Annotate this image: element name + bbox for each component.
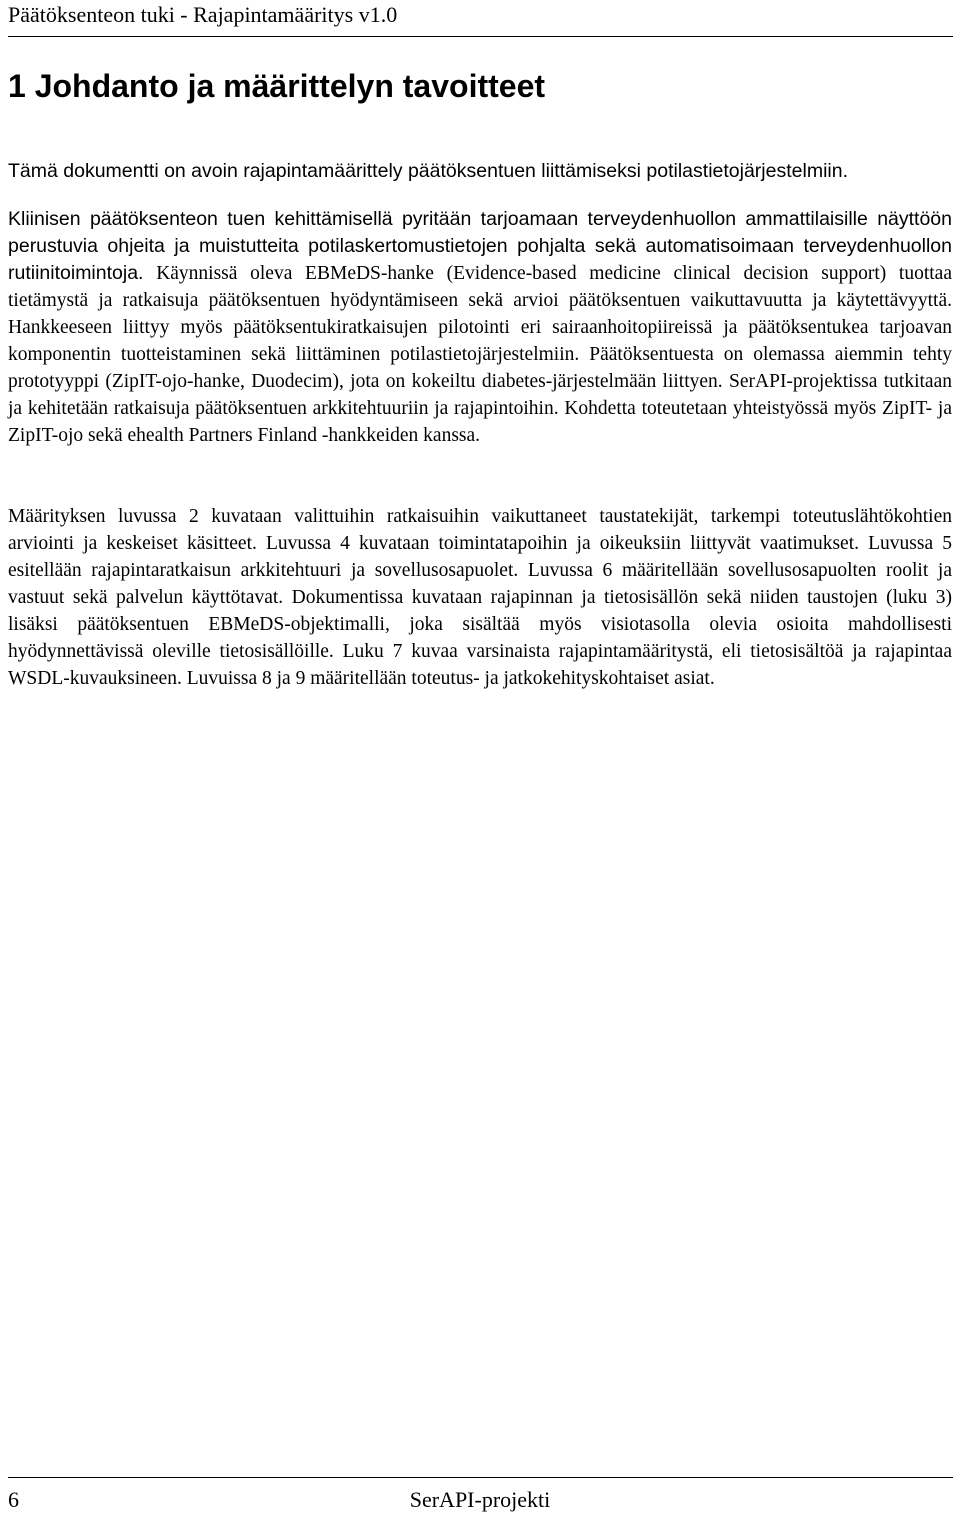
- running-header: Päätöksenteon tuki - Rajapintamääritys v1.0: [8, 2, 398, 27]
- paragraph-2: Määrityksen luvussa 2 kuvataan valittuihin ratkaisuihin vaikuttaneet taustatekijät, tarkempi toteutuslähtökohtien arviointi ja keskeiset käsitteet. Luvussa 4 kuvataan toimintatapoihin ja oikeuksiin liittyvät vaatimukset. Luvussa 5 esitellään rajapintaratkaisun arkkitehtuuri ja sovellusosapuolet. Luvussa 6 määritellään sovellusosapuolten roolit ja vastuut sekä palvelun käyttötavat. Dokumentissa kuvataan rajapinnan ja tietosisällön sekä niiden taustojen (luku 3) lisäksi päätöksentuen EBMeDS-objektimalli, joka sisältää myös visiotasolla olevia osioita mahdollisesti hyödynnettävissä oleville tietosisällöille. Luku 7 kuvaa varsinaista rajapintamääritystä, eli tietosisältöä ja rajapintaa WSDL-kuvauksineen. Luvuissa 8 ja 9 määritellään toteutus- ja jatkokehityskohtaiset asiat.: [8, 506, 952, 689]
- footer-title: SerAPI-projekti: [409, 1487, 551, 1512]
- paragraph-1: [8, 206, 952, 449]
- paragraph-1-serif-part: Käynnissä oleva EBMeDS-hanke (Evidence-based medicine clinical decision support) tuottaa tietämystä ja ratkaisuja päätöksentuen hyödyntämiseen sekä arvioi päätöksentuen vaikuttavuutta ja käytettävyyttä. Hankkeeseen liittyy myös päätöksentukiratkaisujen pilotointi eri sairaanhoitopiireissä ja päätöksentukea tarjoavan komponentin tuotteistaminen sekä liittäminen potilastietojärjestelmiin. Päätöksentuesta on olemassa aiemmin tehty prototyyppi (ZipIT-ojo-hanke, Duodecim), jota on kokeiltu diabetes-järjestelmään liittyen. SerAPI-projektissa tutkitaan ja kehitetään ratkaisuja päätöksentuen arkkitehtuuriin ja rajapintoihin. Kohdetta toteutetaan yhteistyössä myös ZipIT- ja ZipIT-ojo sekä ehealth Partners Finland -hankkeiden kanssa.: [8, 263, 952, 446]
- section-heading: 1 Johdanto ja määrittelyn tavoitteet: [8, 68, 546, 104]
- paragraph-1-sans-part: Kliinisen päätöksenteon tuen kehittämisellä pyritään tarjoamaan terveydenhuollon ammattilaisille näyttöön perustuvia ohjeita ja muistutteita potilaskertomustietojen pohjalta sekä automatisoimaan terveydenhuollon rutiinitoimintoja.: [8, 208, 952, 284]
- footer-divider: [8, 1477, 953, 1478]
- header-divider: [8, 36, 953, 37]
- page-number: 6: [8, 1487, 19, 1512]
- intro-paragraph: Tämä dokumentti on avoin rajapintamäärittely päätöksentuen liittämiseksi potilastietojärjestelmiin.: [8, 160, 848, 182]
